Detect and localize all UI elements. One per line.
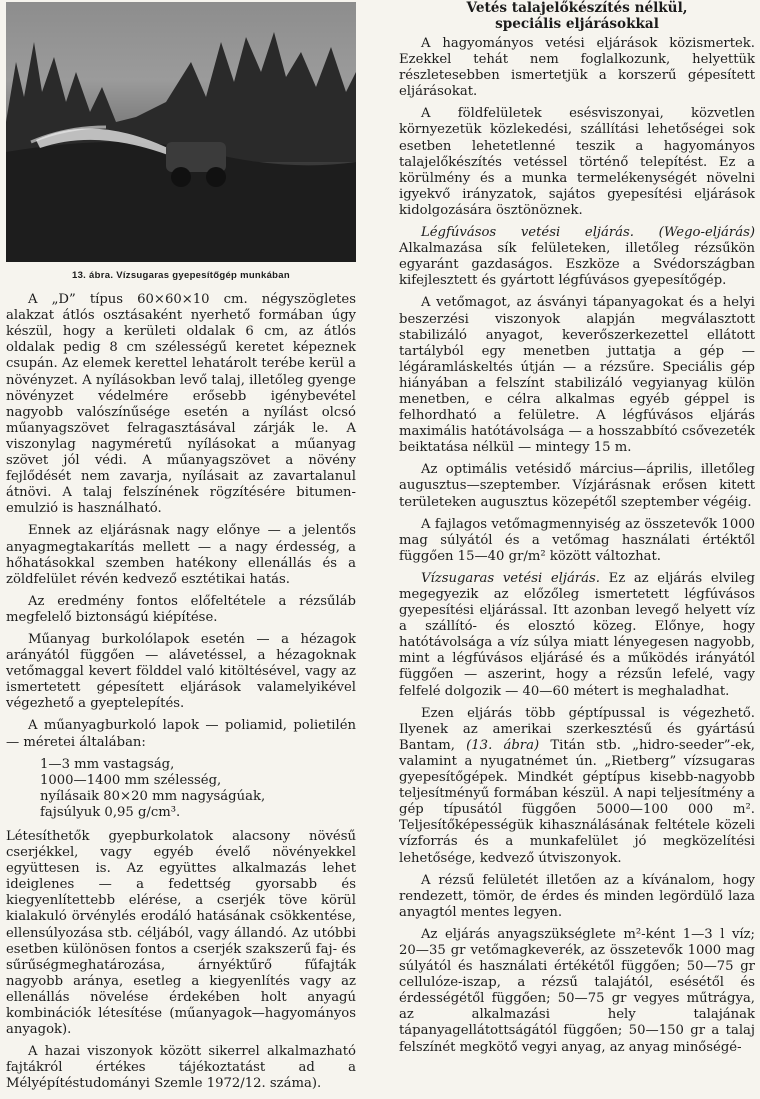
- dimension-item: 1—3 mm vastagság,: [40, 756, 175, 772]
- paragraph: Az eljárás anyagszükséglete m²-ként 1—3 l víz; 20—35 gr vetőmagkeverék, az összetevők 1000 mag súlyától és használati értékétől függően; 50—75 gr cellulóze-iszap, a rézsű talajától, esésétől és érdességétől függően; 50—75 gr vegyes műtrágya, az alkalmazási hely talajának tápanyagellátottságától függően; 50—150 gr a talaj felszínét megkötő vegyi anyag, az anyag minőségé-: [399, 926, 755, 1055]
- paragraph: Létesíthetők gyepburkolatok alacsony növésű cserjékkel, vagy egyéb évelő növényekkel együttesen is. Az együttes alkalmazás lehet ideiglenes — a fedettség gyorsabb és kiegyenlítettebb elérése, a cserjék töve körül kialakuló örvénylés erodáló hatásának csökkentése, ellensúlyozása stb. céljából, vagy állandó. Az utóbbi esetben különösen fontos a cserjék szakszerű faj- és sűrűségmeghatározása, árnyéktűrő fűfajták nagyobb aránya, esetleg a kiegyenlítés vagy az ellenállás növelése érdekében holt anyagú kombinációk létesítése (műanyagok—hagyományos anyagok).: [6, 829, 356, 1038]
- paragraph: Ennek az eljárásnak nagy előnye — a jelentős anyagmegtakarítás mellett — a nagy érdesség, a hőhatásokkal szemben hatékony ellenállás és a zöldfelület révén kedvező esztétikai hatás.: [6, 523, 356, 587]
- paragraph: Műanyag burkolólapok esetén — a hézagok arányától függően — alávetéssel, a hézagoknak vetőmaggal kevert földdel való kitöltésével, vagy az ismertetett gépesített eljárások valamelyikével végezhető a gyeptelepítés.: [6, 631, 356, 712]
- paragraph: [399, 225, 755, 289]
- dimension-list: [40, 757, 356, 821]
- figure-reference: (13. ábra): [466, 737, 540, 753]
- paragraph: A fajlagos vetőmagmennyiség az összetevők 1000 mag súlyától és a vetőmag használati értéktől függően 15—40 gr/m² között változhat.: [399, 516, 755, 564]
- paragraph-text: Titán stb. „hidro-seeder”-ek, valamint a nyugatnémet ún. „Rietberg” vízsugaras gyepesítőgépek. Mindkét géptípus kisebb-nagyobb teljesítményű formában készül. A napi teljesítmény a gép típusától függően 5000—100 000 m². Teljesítőképességük kihasználásának feltétele közeli vízforrás és a munkafelület jó megközelítési lehetősége, kedvező útviszonyok.: [399, 737, 755, 866]
- paragraph: A rézsű felületét illetően az a kívánalom, hogy rendezett, tömör, de érdes és minden legördülő laza anyagtól mentes legyen.: [399, 872, 755, 920]
- paragraph-text: Ez az eljárás elvileg megegyezik az előzőleg ismertetett légfúvásos gyepesítési eljárással. Itt azonban levegő helyett víz a szállító- és elosztó közeg. Előnye, hogy hatótávolsága a víz súlya miatt lényegesen nagyobb, mint a légfúvásos eljárásé és a működés irányától függően — aszerint, hogy a rézsűn lefelé, vagy felfelé dolgozik — 40—60 métert is meghaladhat.: [399, 570, 755, 699]
- paragraph: [399, 706, 755, 867]
- dimension-item: nyílásaik 80×20 mm nagyságúak,: [40, 788, 266, 804]
- method-title: Légfúvásos vetési eljárás. (Wego-eljárás): [421, 225, 755, 241]
- machine-wheel: [206, 167, 226, 187]
- figure-caption: 13. ábra. Vízsugaras gyepesítőgép munkában: [72, 270, 290, 281]
- dimension-item: 1000—1400 mm szélesség,: [40, 772, 222, 788]
- figure-photo: [6, 2, 356, 262]
- method-title: Vízsugaras vetési eljárás.: [421, 570, 600, 586]
- dimension-item: fajsúlyuk 0,95 g/cm³.: [40, 804, 181, 820]
- paragraph: A földfelületek esésviszonyai, közvetlen környezetük közlekedési, szállítási lehetőségei sok esetben lehetetlenné teszik a hagyományos talajelőkészítés vetéssel történő telepítést. Ez a körülmény és a munka termelékenységét növelni igyekvő irányzatok, sajátos gyepesítési eljárások kidolgozására ösztönöznek.: [399, 106, 755, 218]
- paragraph: A műanyagburkoló lapok — poliamid, polietilén — méretei általában:: [6, 718, 356, 750]
- machine-wheel: [171, 167, 191, 187]
- paragraph: A hagyományos vetési eljárások közismertek. Ezekkel tehát nem foglalkozunk, helyettük részletesebben ismertetjük a korszerű gépesített eljárásokat.: [399, 36, 755, 100]
- paragraph: Az optimális vetésidő március—április, illetőleg augusztus—szeptember. Vízjárásnak erősen kitett területeken augusztus közepétől szeptember végéig.: [399, 462, 755, 510]
- paragraph: [399, 571, 755, 700]
- heading-line: Vetés talajelőkészítés nélkül,: [466, 0, 688, 16]
- paragraph: A hazai viszonyok között sikerrel alkalmazható fajtákról értékes tájékoztatást ad a Mélyépítéstudományi Szemle 1972/12. száma).: [6, 1044, 356, 1092]
- right-column: [399, 0, 755, 1062]
- paragraph-text: Ezen eljárás több géptípussal is végezhető. Ilyenek az amerikai szerkesztésű és gyártású Bantam,: [399, 705, 755, 753]
- paragraph: Az eredmény fontos előfeltétele a rézsűláb megfelelő biztonságú kiépítése.: [6, 593, 356, 625]
- heading-line: speciális eljárásokkal: [495, 16, 659, 32]
- paragraph-text: Alkalmazása sík felületeken, illetőleg rézsűkön egyaránt gazdaságos. Eszköze a Svédországban kifejlesztett és gyártott légfúvásos gyepesítőgép.: [399, 241, 755, 289]
- section-heading: [399, 0, 755, 32]
- paragraph: A vetőmagot, az ásványi tápanyagokat és a helyi beszerzési viszonyok alapján megválasztott stabilizáló anyagot, keverőszerkezettel ellátott tartályból egy menetben juttatja a gép — légáramláskeltés útján — a rézsűre. Speciális gép hiányában a felszínt stabilizáló vegyianyag külön menetben, e célra alkalmas egyéb géppel is felhordható a felületre. A légfúvásos eljárás maximális hatótávolsága — a hosszabbító csővezeték beiktatása nélkül — mintegy 15 m.: [399, 295, 755, 456]
- paragraph: A „D” típus 60×60×10 cm. négyszögletes alakzat átlós osztásaként nyerhető formában úgy készül, hogy a kerületi oldalak 6 cm, az átlós oldalak pedig 8 cm szélességű keretet képeznek csupán. Az elemek kerettel lehatárolt terébe kerül a növényzet. A nyílásokban levő talaj, illetőleg gyenge növényzet védelmére erősebb igénybevétel nagyobb valószínűsége esetén a nyílást olcsó műanyagszövet felragasztásával zárják le. A viszonylag nagyméretű nyílásokat a műanyag szövet jól védi. A műanyagszövet a növény fejlődését nem zavarja, nyílásait az zavartalanul átnövi. A talaj felszínének rögzítésére bitumen-emulzió is használható.: [6, 292, 356, 517]
- photo-illustration: [6, 2, 356, 262]
- left-column: [6, 0, 356, 1099]
